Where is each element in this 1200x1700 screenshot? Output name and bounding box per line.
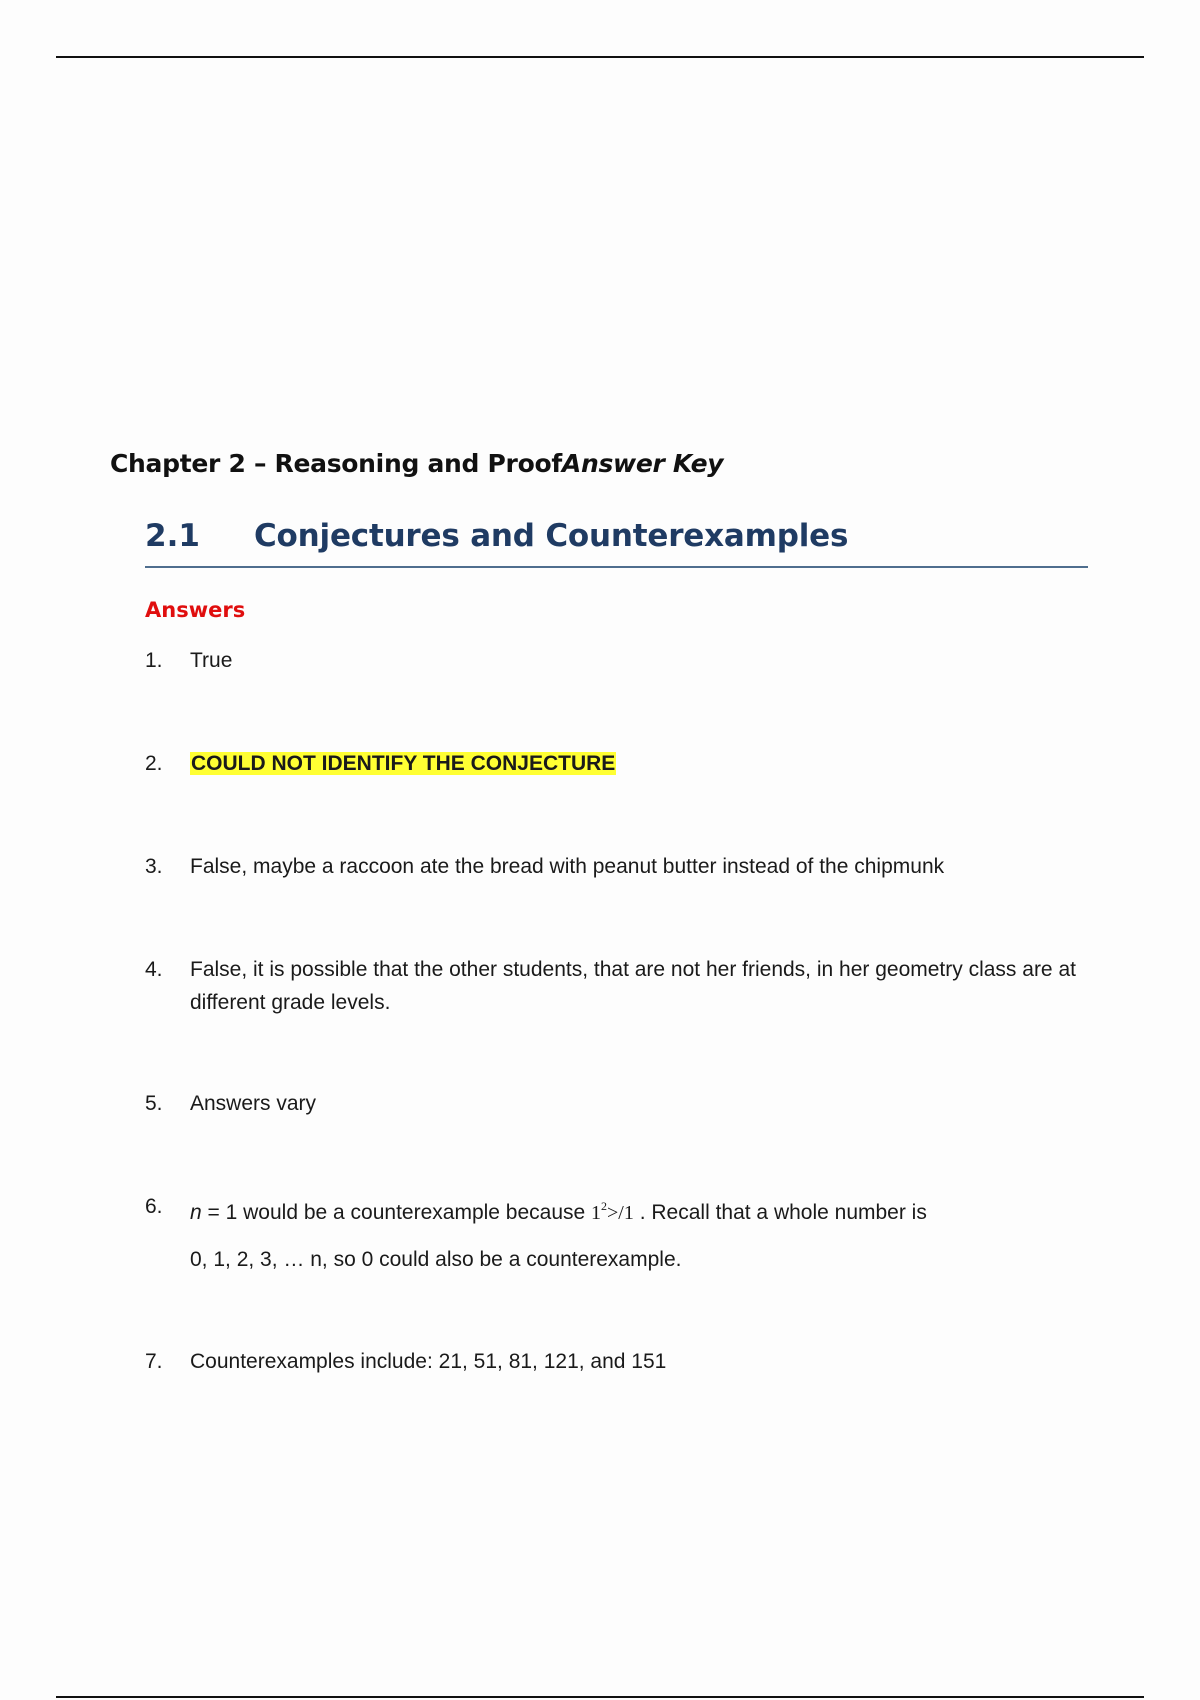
item-text: Counterexamples include: 21, 51, 81, 121, and 151 [190, 1350, 667, 1373]
math-expression [591, 1199, 634, 1224]
item-text [190, 1190, 1140, 1230]
highlighted-item-text: COULD NOT IDENTIFY THE CONJECTURE [191, 752, 616, 775]
equation-text: = 1 would be a counterexample because [201, 1201, 592, 1224]
item-text: False, maybe a raccoon ate the bread with peanut butter instead of the chipmunk [190, 855, 945, 878]
item-number: 7. [145, 1350, 163, 1373]
item-text-container [190, 747, 1140, 780]
item-number: 1. [145, 649, 163, 672]
chapter-title [110, 449, 723, 478]
math-rest: >/1 [607, 1202, 634, 1224]
math-base: 1 [591, 1202, 602, 1224]
item-text: True [190, 649, 233, 672]
math-exponent: 2 [601, 1199, 608, 1213]
section-number: 2.1 [145, 518, 200, 554]
item-number: 5. [145, 1092, 163, 1115]
item-text: False, it is possible that the other students, that are not her friends, in her geometry class are at different grade levels. [190, 958, 1076, 1014]
answers-label: Answers [145, 598, 246, 622]
variable-n: n [190, 1201, 202, 1224]
item-text-line2: 0, 1, 2, 3, … n, so 0 could also be a counterexample. [190, 1248, 682, 1271]
item-text: Answers vary [190, 1092, 317, 1115]
section-heading [145, 516, 1088, 568]
section-title: Conjectures and Counterexamples [254, 518, 849, 554]
item-number: 6. [145, 1195, 163, 1218]
chapter-title-text: Chapter 2 – Reasoning and Proof [110, 449, 562, 478]
answer-key-label: Answer Key [561, 449, 724, 478]
header-rule [56, 56, 1144, 58]
item-number: 4. [145, 958, 163, 981]
footer-rule [56, 1696, 1144, 1698]
item-number: 2. [145, 752, 163, 775]
recall-text: . Recall that a whole number is [633, 1201, 927, 1224]
item-number: 3. [145, 855, 163, 878]
